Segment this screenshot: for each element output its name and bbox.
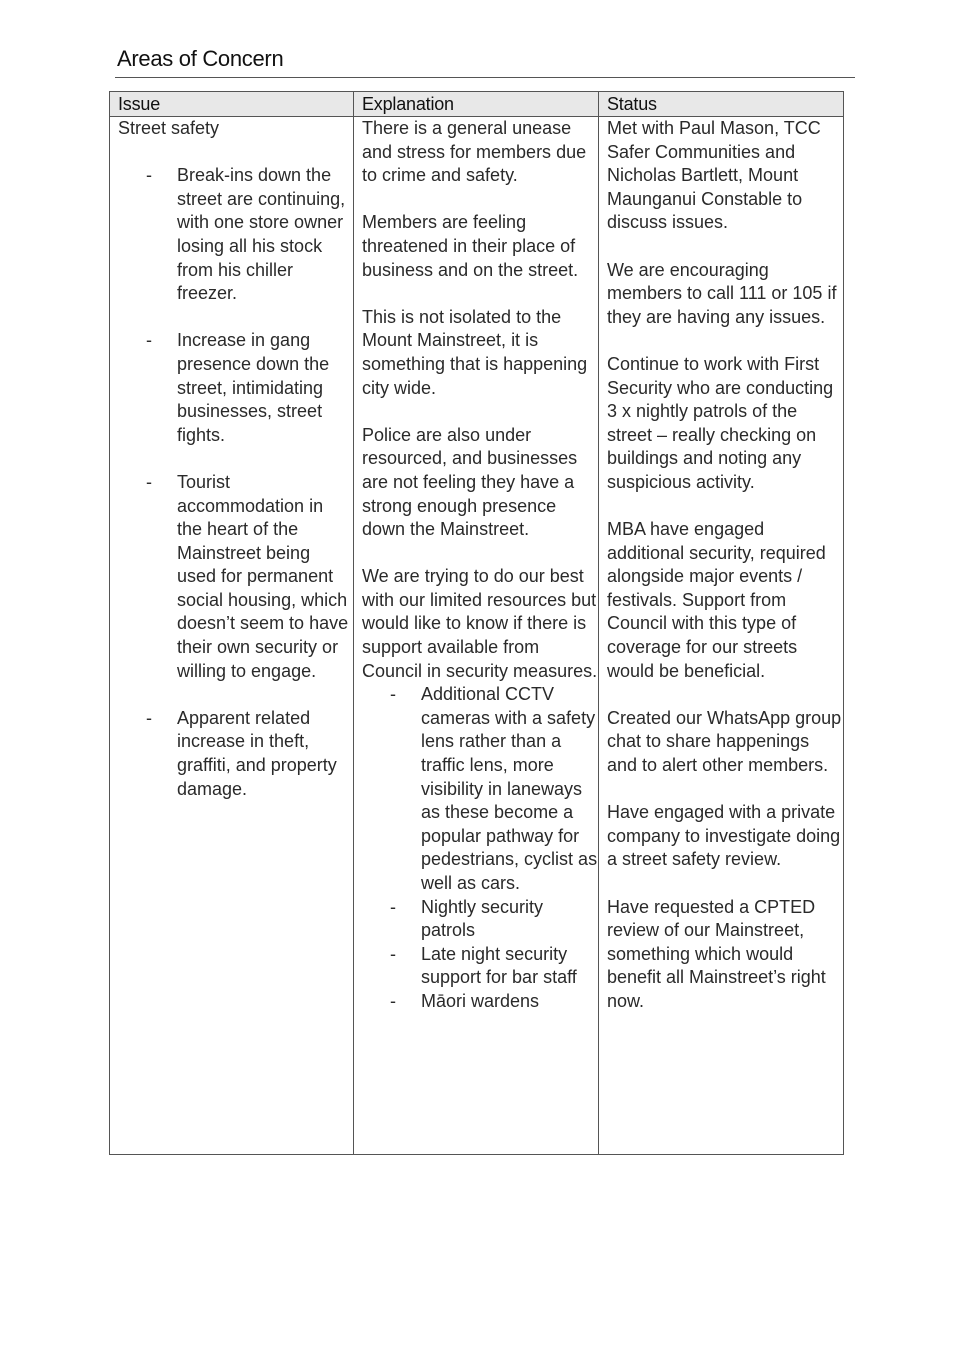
list-item: - Nightly security patrols bbox=[362, 896, 598, 943]
issue-points bbox=[118, 164, 353, 801]
explanation-paragraph: There is a general unease and stress for members due to crime and safety. bbox=[362, 118, 587, 186]
header-status: Status bbox=[599, 92, 844, 117]
page-title: Areas of Concern bbox=[117, 46, 284, 71]
status-paragraph: Continue to work with First Security who are conducting 3 x nightly patrols of the street – really checking on buildings and noting any suspicious activity. bbox=[607, 353, 834, 492]
status-paragraph: Have requested a CPTED review of our Mainstreet, something which would benefit all Mainstreet’s right now. bbox=[607, 896, 826, 1011]
issue-cell bbox=[110, 117, 354, 1155]
status-paragraph: Met with Paul Mason, TCC Safer Communities and Nicholas Bartlett, Mount Maunganui Constable to discuss issues. bbox=[607, 118, 821, 233]
concerns-table bbox=[109, 91, 844, 1155]
list-item: - Tourist accommodation in the heart of the Mainstreet being used for permanent social housing, which doesn’t seem to have their own security or willing to engage. bbox=[118, 471, 353, 683]
status-cell bbox=[599, 117, 844, 1155]
status-paragraph: MBA have engaged additional security, required alongside major events / festivals. Support from Council with this type of coverage for our streets would be beneficial. bbox=[607, 519, 826, 681]
status-paragraph: Created our WhatsApp group chat to share happenings and to alert other members. bbox=[607, 707, 842, 776]
table-header-row bbox=[110, 92, 844, 117]
list-item: - Additional CCTV cameras with a safety lens rather than a traffic lens, more visibility in laneways as these become a popular pathway for pedestrians, cyclist as well as cars. bbox=[362, 683, 598, 895]
list-item: - Increase in gang presence down the street, intimidating businesses, street fights. bbox=[118, 329, 353, 447]
title-divider bbox=[115, 77, 855, 78]
header-explanation: Explanation bbox=[354, 92, 599, 117]
explanation-paragraph: Members are feeling threatened in their place of business and on the street. bbox=[362, 212, 579, 280]
list-item: - Māori wardens bbox=[362, 990, 598, 1014]
status-paragraph: Have engaged with a private company to investigate doing a street safety review. bbox=[607, 802, 841, 870]
list-item: - Late night security support for bar staff bbox=[362, 943, 598, 990]
explanation-points bbox=[362, 683, 598, 1013]
list-item: - Break-ins down the street are continuing, with one store owner losing all his stock from his chiller freezer. bbox=[118, 164, 353, 306]
status-paragraph: We are encouraging members to call 111 or 105 if they are having any issues. bbox=[607, 259, 837, 327]
explanation-paragraph: This is not isolated to the Mount Mainstreet, it is something that is happening city wide. bbox=[362, 306, 588, 398]
issue-heading: Street safety bbox=[118, 118, 220, 138]
table-row bbox=[110, 117, 844, 1155]
explanation-paragraph: We are trying to do our best with our limited resources but would like to know if there is support available from Council in security measures. bbox=[362, 566, 598, 681]
header-issue: Issue bbox=[110, 92, 354, 117]
explanation-paragraph: Police are also under resourced, and businesses are not feeling they have a strong enough presence down the Mainstreet. bbox=[362, 424, 578, 540]
explanation-cell bbox=[354, 117, 599, 1155]
list-item: - Apparent related increase in theft, graffiti, and property damage. bbox=[118, 707, 353, 801]
